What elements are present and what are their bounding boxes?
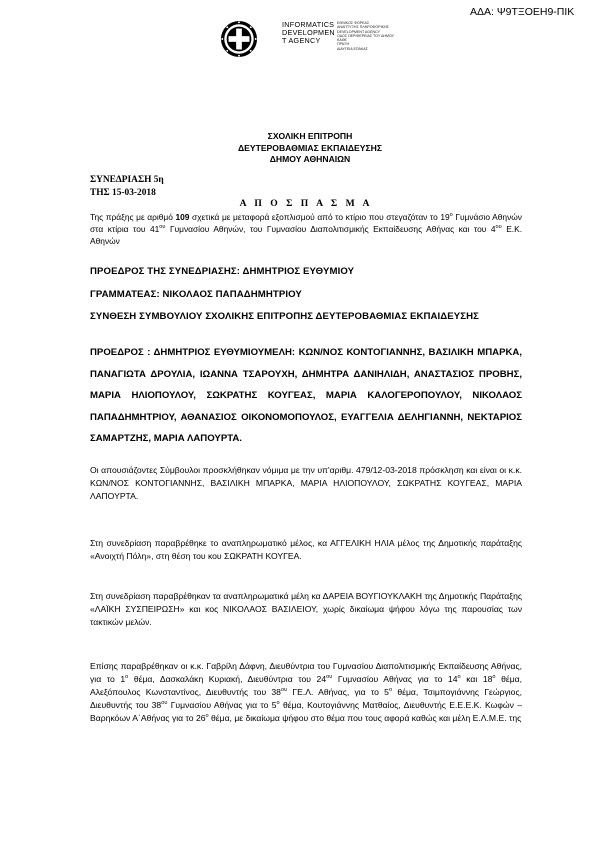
ordinal-suffix: ο bbox=[276, 700, 280, 707]
session-secretary: ΓΡΑΜΜΑΤΕΑΣ: ΝΙΚΟΛΑΟΣ ΠΑΠΑΔΗΜΗΤΡΙΟΥ bbox=[90, 289, 302, 300]
act-number: 109 bbox=[175, 212, 190, 222]
ordinal-suffix: ου bbox=[161, 700, 168, 707]
directors-paragraph bbox=[90, 660, 522, 725]
ordinal-suffix: ου bbox=[280, 687, 288, 694]
intro-text: Γυμνασίου Αθηνών, του Γυμνασίου Διαπολιτισμικής Εκπαίδευσης Αθήνας και του 4 bbox=[169, 224, 496, 234]
members-list: ΠΡΟΕΔΡΟΣ : ΔΗΜΗΤΡΙΟΣ ΕΥΘΥΜΙΟΥΜΕΛΗ: ΚΩΝ/ΝΟΣ ΚΟΝΤΟΓΙΑΝΝΗΣ, ΒΑΣΙΛΙΚΗ ΜΠΑΡΚΑ, ΠΑΝΑΓΙΩΤΑ ΔΡΟΥΛΙΑ, ΙΩΑΝΝΑ ΤΣΑΡΟΥΧΗ, ΔΗΜΗΤΡΑ ΔΑΝΙΗΛΙΔΗ, ΑΝΑΣΤΑΣΙΟΣ ΠΡΟΒΗΣ, ΜΑΡΙΑ ΗΛΙΟΠΟΥΛΟΥ, ΣΩΚΡΑΤΗΣ ΚΟΥΓΕΑΣ, ΜΑΡΙΑ ΚΑΛΟΓΕΡΟΠΟΥΛΟΥ, ΝΙΚΟΛΑΟΣ ΠΑΠΑΔΗΜΗΤΡΙΟΥ, ΑΘΑΝΑΣΙΟΣ ΟΙΚΟΝΟΜΟΠΟΥΛΟΣ, ΕΥΑΓΓΕΛΙΑ ΔΕΛΗΓΙΑΝΝΗ, ΝΕΚΤΑΡΙΟΣ ΣΑΜΑΡΤΖΗΣ, ΜΑΡΙΑ ΛΑΠΟΥΡΤΑ. bbox=[90, 347, 522, 445]
intro-text: Γυμνάσιο Αθηνών στα κτίρια του 41 bbox=[90, 212, 522, 234]
intro-text: Ε.Κ. Αθηνών bbox=[90, 224, 523, 246]
ordinal-suffix: ου bbox=[326, 674, 333, 681]
directors-text: ΓΕ.Λ. Αθήνας, για το 5 bbox=[292, 687, 389, 697]
session-chair: ΠΡΟΕΔΡΟΣ ΤΗΣ ΣΥΝΕΔΡΙΑΣΗΣ: ΔΗΜΗΤΡΙΟΣ ΕΥΘΥΜΙΟΥ bbox=[90, 266, 355, 277]
agency-small-line: ΔΙΑΥΓΕΙΑ ΕΠΑΚΑΣ bbox=[337, 46, 368, 51]
agency-logo-text bbox=[282, 21, 335, 45]
greek-emblem-icon bbox=[220, 20, 258, 58]
agency-small-line: ΚΑΘΕ bbox=[337, 38, 347, 43]
session-number: ΣΥΝΕΔΡΙΑΣΗ 5η bbox=[90, 175, 164, 185]
agency-line: INFORMATICS bbox=[282, 20, 335, 29]
directors-text: θέμα, Κουτογιάννης Ματθαίος, Διευθυντής Ε.Ε.Ε.Κ. Κωφών –Βαρηκόων Α΄Αθήνας για το 26 bbox=[90, 700, 523, 723]
intro-text: σχετικά με μεταφορά εξοπλισμού από το κτίριο που στεγαζόταν το 19 bbox=[191, 212, 450, 222]
agency-line: T AGENCY bbox=[282, 36, 321, 45]
intro-text: Της πράξης με αριθμό bbox=[90, 212, 173, 222]
agency-subtitle bbox=[337, 21, 394, 51]
directors-text: Γυμνασίου Αθήνας για το 14 bbox=[337, 674, 458, 684]
council-composition: ΣΥΝΘΕΣΗ ΣΥΜΒΟΥΛΙΟΥ ΣΧΟΛΙΚΗΣ ΕΠΙΤΡΟΠΗΣ ΔΕΥΤΕΡΟΒΑΘΜΙΑΣ ΕΚΠΑΙΔΕΥΣΗΣ bbox=[90, 311, 480, 322]
directors-text: και 18 bbox=[466, 674, 493, 684]
substitute-paragraph: Στη συνεδρίαση παραβρέθηκε το αναπληρωματικό μέλος, κα ΑΓΓΕΛΙΚΗ ΗΛΙΑ μέλος της Δημοτικής παράταξης «Ανοιχτή Πόλη», στη θέση του κου ΣΩΚΡΑΤΗ ΚΟΥΓΕΑ. bbox=[90, 538, 522, 561]
session-date: ΤΗΣ 15-03-2018 bbox=[90, 187, 156, 198]
ordinal-suffix: ο bbox=[205, 713, 209, 720]
directors-text: θέμα, με δικαίωμα ψήφου στο θέμα που τους αφορά καθώς και μέλη Ε.Λ.Μ.Ε. της bbox=[211, 713, 522, 723]
extract-title: Α Π Ο Σ Π Α Σ Μ Α bbox=[239, 198, 373, 209]
ordinal-suffix: ου bbox=[495, 224, 502, 231]
absent-paragraph: Οι απουσιάζοντες Σύμβουλοι προσκλήθηκαν νόμιμα με την υπ'αριθμ. 479/12-03-2018 πρόσκληση και είναι οι κ.κ. ΚΩΝ/ΝΟΣ ΚΟΝΤΟΓΙΑΝΝΗΣ, ΒΑΣΙΛΙΚΗ ΜΠΑΡΚΑ, ΜΑΡΙΑ ΗΛΙΟΠΟΥΛΟΥ, ΣΩΚΡΑΤΗΣ ΚΟΥΓΕΑΣ, ΜΑΡΙΑ ΛΑΠΟΥΡΤΑ. bbox=[90, 465, 522, 501]
session-info bbox=[90, 174, 164, 199]
ordinal-suffix: ο bbox=[449, 212, 453, 219]
committee-line: ΔΗΜΟΥ ΑΘΗΝΑΙΩΝ bbox=[269, 154, 351, 165]
directors-text: Επίσης παραβρέθηκαν οι κ.κ. Γαβρίλη Δάφνη, Διευθύντρια του Γυμνασίου Διαπολιτισμικής Εκπαίδευσης Αθήνας, για το 1 bbox=[90, 661, 522, 684]
committee-line: ΣΧΟΛΙΚΗ ΕΠΙΤΡΟΠΗ bbox=[267, 131, 353, 141]
agency-small-line: ΑΝΑΠΤΥΞΗΣ ΠΛΗΡΟΦΟΡΙΚΗΣ bbox=[337, 25, 389, 30]
agency-line: DEVELOPMEN bbox=[282, 28, 335, 37]
intro-paragraph bbox=[90, 211, 522, 247]
directors-text: θέμα, Αλεξόπουλος Κωνσταντίνος, Διευθυντής του 38 bbox=[90, 674, 523, 697]
agency-small-line: ΠΡΑΞΗ bbox=[337, 42, 350, 47]
ordinal-suffix: ο bbox=[388, 687, 393, 694]
agency-small-line: DEVELOPMENT AGENCY bbox=[337, 29, 381, 34]
ordinal-suffix: ου bbox=[159, 224, 166, 231]
directors-text: Γυμνασίου Αθήνας για το 5 bbox=[170, 700, 277, 710]
ada-code: ΑΔΑ: Ψ9ΤΞΟΕΗ9-ΠΙΚ bbox=[470, 6, 575, 18]
agency-small-line: ΕΘΝΙΚΟΣ ΦΟΡΕΑΣ bbox=[337, 21, 370, 25]
directors-text: θέμα, Τσιμπογιάννης Γεώργιος, Διευθυντής του 38 bbox=[90, 687, 522, 710]
ordinal-suffix: ο bbox=[492, 674, 496, 681]
directors-text: θέμα, Δασκαλάκη Κυριακή, Διευθύντρια του 24 bbox=[133, 674, 327, 684]
committee-line: ΔΕΥΤΕΡΟΒΑΘΜΙΑΣ ΕΚΠΑΙΔΕΥΣΗΣ bbox=[237, 142, 383, 153]
ordinal-suffix: ο bbox=[125, 674, 129, 681]
committee-heading bbox=[200, 131, 420, 166]
agency-small-line: ΟΔΟΣ ΠΕΡΙΦΕΡΕΙΑΣ ΤΟΥ ΔΗΜΟΥ bbox=[337, 33, 395, 38]
ordinal-suffix: ο bbox=[457, 674, 461, 681]
alternates-paragraph: Στη συνεδρίαση παραβρέθηκαν τα αναπληρωματικά μέλη κα ΔΑΡΕΙΑ ΒΟΥΓΙΟΥΚΛΑΚΗ της Δημοτικής Παράταξης «ΛΑΪΚΗ ΣΥΣΠΕΙΡΩΣΗ» και κος ΝΙΚΟΛΑΟΣ ΒΑΣΙΛΕΙΟΥ, χωρίς δικαίωμα ψήφου λόγω της παρουσίας των τακτικών μελών. bbox=[90, 591, 522, 627]
